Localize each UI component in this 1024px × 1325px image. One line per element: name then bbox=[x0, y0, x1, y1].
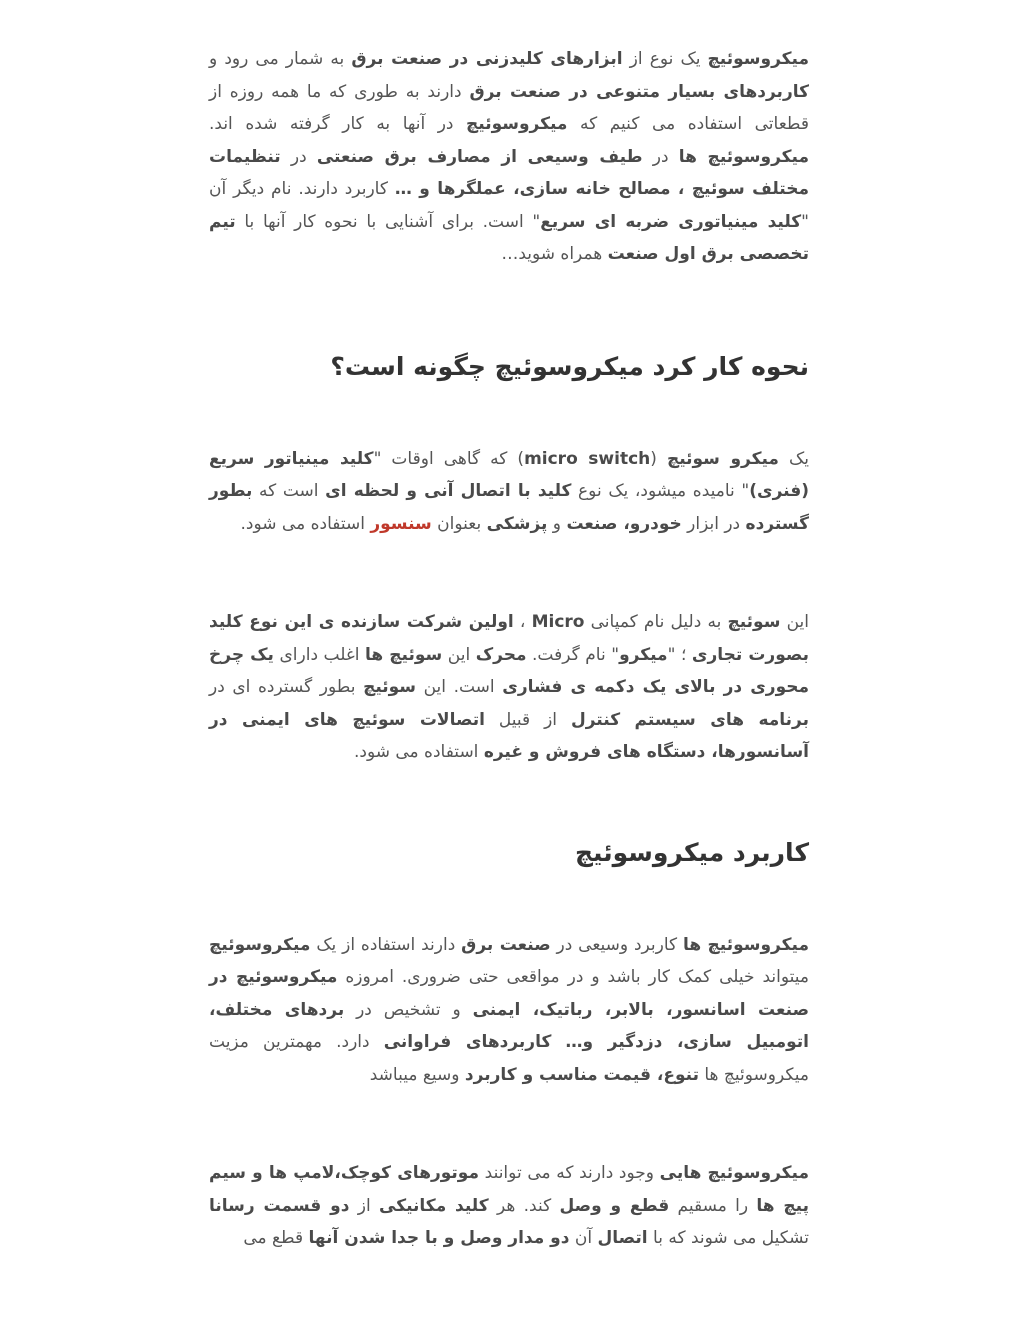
p3-text-1: این bbox=[780, 612, 810, 632]
p3-text-7: ؛ " bbox=[667, 644, 692, 665]
intro-strong-3: ابزارهای کلیدزنی در صنعت برق bbox=[351, 49, 623, 69]
intro-strong-13: تنظیمات مختلف سوئیچ ، مصالح خانه سازی، عملگرها و … bbox=[209, 146, 809, 199]
p2-strong-2: میکرو سوئیچ bbox=[666, 448, 779, 469]
p2-strong-10: بطور گسترده bbox=[209, 481, 809, 534]
p5-strong-9: دو قسمت رسانا bbox=[209, 1195, 350, 1216]
p4-text-14: وسیع میباشد bbox=[369, 1064, 465, 1085]
p2-text-1: یک bbox=[778, 448, 809, 469]
intro-strong-17: تیم تخصصی برق اول صنعت bbox=[209, 211, 809, 264]
sensor-link[interactable]: سنسور bbox=[370, 513, 432, 534]
p5-strong-5: قطع و وصل bbox=[559, 1195, 670, 1216]
p4-strong-13: تنوع، قیمت مناسب و کاربرد bbox=[464, 1064, 699, 1085]
p5-text-8: از bbox=[349, 1195, 380, 1216]
p5-text-12: آن bbox=[569, 1228, 598, 1248]
p3-strong-20: اتصالات سوئیچ های ایمنی در آسانسورها، دستگاه های فروش و غیره bbox=[209, 709, 809, 762]
intro-paragraph bbox=[209, 43, 809, 271]
p3-strong-18: برنامه های سیستم کنترل bbox=[570, 709, 810, 730]
p3-latin-micro: Micro bbox=[531, 612, 585, 632]
p3-strong-10: محرک bbox=[475, 644, 527, 665]
p2-latin-term: micro switch bbox=[524, 448, 651, 469]
intro-strong-9: میکروسوئیچ ها bbox=[678, 146, 810, 167]
intro-text-4: به شمار می رود و bbox=[209, 49, 352, 69]
p4-text-6: میتواند خیلی کمک کار باشد و در مواقعی حتی ضروری. امروزه bbox=[337, 967, 809, 987]
p2-strong-8: کلید با اتصال آنی و لحظه ای bbox=[325, 481, 572, 501]
p3-text-3: به دلیل نام کمپانی bbox=[584, 612, 728, 632]
p3-text-15: است. این bbox=[416, 677, 503, 697]
p5-strong-7: کلید مکانیکی bbox=[379, 1195, 489, 1216]
intro-strong-5: کاربردهای بسیار متنوعی در صنعت برق bbox=[469, 81, 809, 102]
p4-strong-3: صنعت برق bbox=[461, 934, 551, 955]
p5-strong-11: اتصال bbox=[597, 1228, 648, 1248]
section-heading-applications: کاربرد میکروسوئیچ bbox=[575, 837, 809, 867]
p3-strong-6: اولین شرکت سازنده ی این نوع کلید بصورت تجاری bbox=[209, 612, 809, 665]
p3-text-13: اغلب دارای bbox=[273, 644, 366, 665]
p3-text-19: از قبیل bbox=[484, 709, 571, 730]
p3-text-9: " نام گرفت. bbox=[526, 644, 620, 665]
p5-text-6: کند. هر bbox=[488, 1195, 560, 1216]
p4-text-12: دارد. مهمترین مزیت میکروسوئیچ ها bbox=[209, 1032, 809, 1085]
how-it-works-paragraph bbox=[209, 443, 809, 541]
p4-strong-1: میکروسوئیچ ها bbox=[683, 934, 809, 955]
p5-strong-1: میکروسوئیچ هایی bbox=[659, 1163, 810, 1183]
p2-text-13: و bbox=[547, 513, 567, 534]
p2-strong-14: پزشکی bbox=[486, 513, 548, 534]
p2-text-5: ) که گاهی اوقات " bbox=[373, 448, 525, 469]
p3-text-5: ، bbox=[513, 612, 532, 632]
p4-strong-5: میکروسوئیچ bbox=[209, 934, 311, 955]
p2-text-7: " نامیده میشود، یک نوع bbox=[571, 481, 750, 501]
p4-text-4: دارند استفاده از یک bbox=[310, 934, 462, 955]
p4-strong-7: میکروسوئیچ در صنعت اسانسور، بالابر، رباتیک، ایمنی bbox=[209, 967, 809, 1020]
p3-strong-14: یک چرخ محوری در بالای یک دکمه ی فشاری bbox=[209, 644, 810, 697]
intro-strong-11: طیف وسیعی از مصارف برق صنعتی bbox=[316, 146, 643, 167]
p3-strong-8: میکرو bbox=[619, 644, 668, 665]
intro-text-12: در bbox=[280, 146, 317, 167]
p3-strong-12: سوئیچ ها bbox=[365, 644, 443, 665]
p3-text-11: این bbox=[442, 644, 476, 665]
intro-text-6: دارند به طوری که ما همه روزه از قطعاتی استفاده می کنیم که bbox=[209, 81, 809, 134]
intro-text-14: کاربرد دارند. نام دیگر آن " bbox=[209, 179, 809, 232]
p3-strong-16: سوئیچ bbox=[363, 677, 417, 697]
p2-text-17: استفاده می شود. bbox=[240, 513, 371, 534]
p2-text-11: در ابزار bbox=[681, 513, 746, 534]
applications-paragraph bbox=[209, 929, 809, 1092]
p4-strong-11: کاربردهای فراوانی bbox=[383, 1032, 552, 1052]
intro-text-8: در آنها به کار گرفته شده اند. bbox=[209, 114, 467, 134]
mechanism-paragraph bbox=[209, 1157, 809, 1255]
p5-text-14: قطع می bbox=[243, 1228, 309, 1248]
p5-text-10: تشکیل می شوند که با bbox=[647, 1228, 809, 1248]
p4-text-10 bbox=[551, 1032, 565, 1052]
intro-strong-7: میکروسوئیچ bbox=[466, 114, 568, 134]
intro-text-2: یک نوع از bbox=[622, 49, 708, 69]
p4-strong-9: بردهای مختلف، اتومبیل سازی، دزدگیر و… bbox=[209, 999, 809, 1052]
p5-strong-3: موتورهای کوچک،لامپ ها و سیم پیچ ها bbox=[209, 1163, 809, 1216]
p5-strong-13: دو مدار وصل و با جدا شدن آنها bbox=[308, 1228, 570, 1248]
intro-text-10: در bbox=[642, 146, 679, 167]
p5-text-2: وجود دارند که می توانند bbox=[479, 1163, 660, 1183]
p2-text-3: ( bbox=[650, 448, 667, 469]
intro-strong-1: میکروسوئیچ bbox=[707, 49, 809, 69]
intro-text-18: همراه شوید… bbox=[501, 244, 608, 264]
p2-strong-6: کلید مینیاتور سریع (فنری) bbox=[209, 448, 809, 501]
p4-text-2: کاربرد وسیعی در bbox=[550, 934, 683, 955]
p2-strong-12: خودرو، صنعت bbox=[566, 513, 682, 534]
p5-text-4: را مسقیم bbox=[669, 1195, 757, 1216]
article-body bbox=[209, 43, 809, 1255]
intro-strong-15: کلید مینیاتوری ضربه ای سریع bbox=[540, 211, 802, 232]
p4-text-8: و تشخیص در bbox=[344, 999, 473, 1020]
intro-text-16: " است. برای آشنایی با نحوه کار آنها با bbox=[235, 211, 541, 232]
p3-text-17: بطور گسترده ای در bbox=[209, 677, 364, 697]
p3-text-21: استفاده می شود. bbox=[353, 742, 484, 762]
p2-text-15: بعنوان bbox=[431, 513, 487, 534]
micro-name-paragraph bbox=[209, 606, 809, 769]
p3-strong-2: سوئیچ bbox=[727, 612, 781, 632]
section-heading-how-it-works: نحوه کار کرد میکروسوئیچ چگونه است؟ bbox=[330, 351, 809, 381]
p2-text-9: است که bbox=[252, 481, 326, 501]
